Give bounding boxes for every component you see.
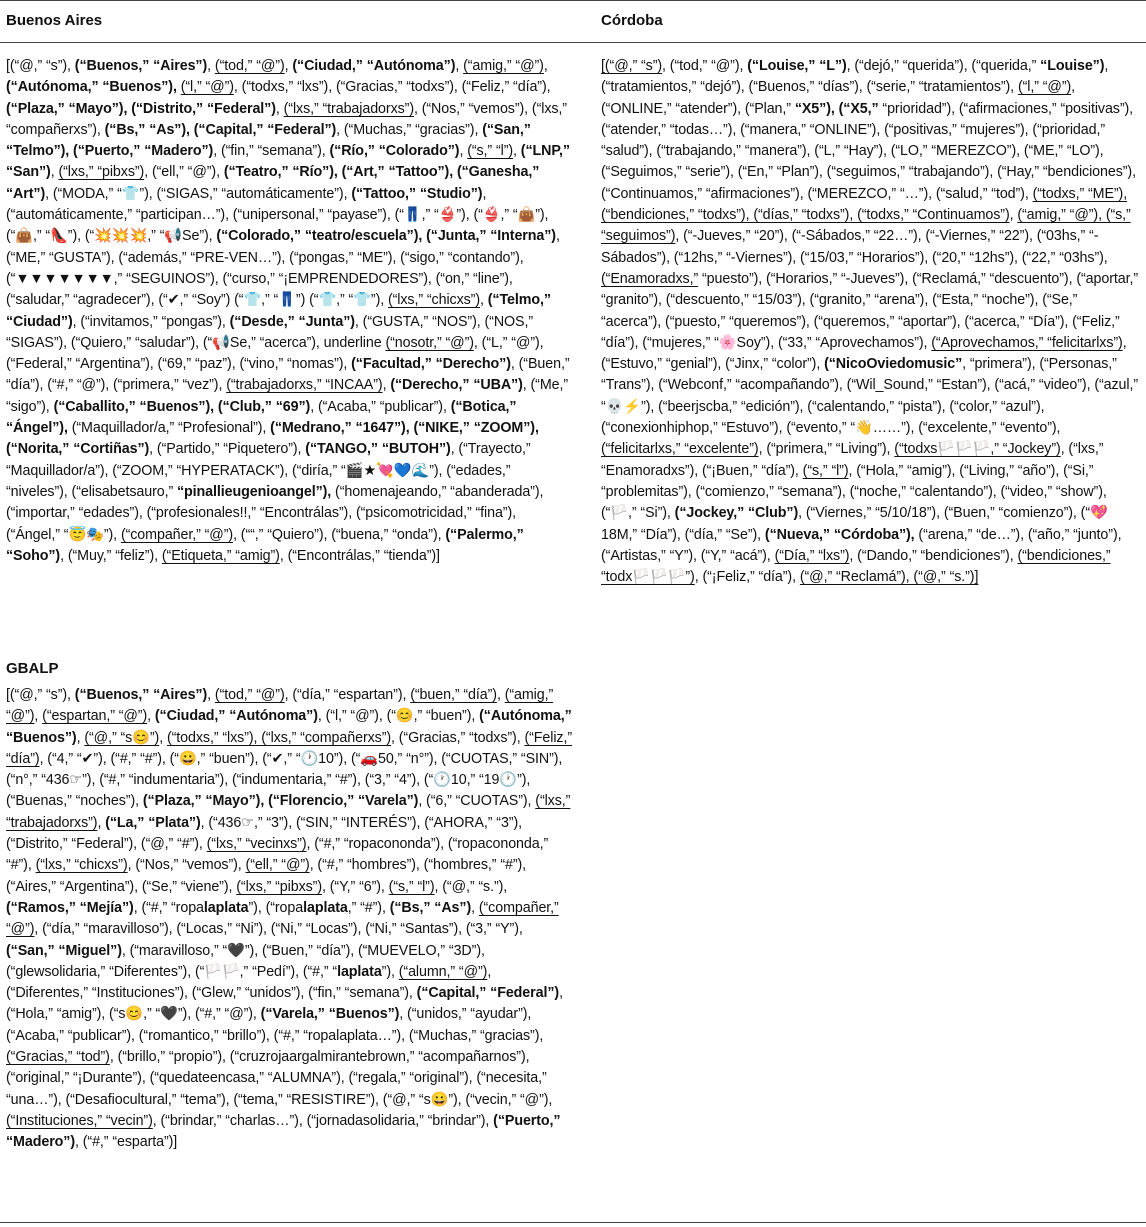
bold-bigram: (“Buenos,” “Aires”) xyxy=(74,58,208,74)
bold-bigram: (“Louise,” “L”) xyxy=(747,58,847,74)
bold-bigram: (“Autónoma,” “Buenos”) xyxy=(6,708,572,746)
bigram-text: , (“maravilloso,” “🖤”), (“Buen,” “día”), (“MUEVELO,” “3D”), (“glewsolidaria,” “Diferentes”), (“🏳️🏳️,” “Pedí”), (“#,” “ xyxy=(6,942,485,980)
bigram-text: , (“#,” “esparta”)] xyxy=(75,1134,178,1151)
bold-bigram: (“Telmo,” “Ciudad”) xyxy=(6,292,551,330)
bigram-text: , (“Encontrálas,” “tienda”)] xyxy=(279,547,440,564)
bigram-text: , (“Buen,” “día”), (“#,” “@”), (“primera,” “vez”), xyxy=(6,356,570,394)
bigram-text: , xyxy=(76,729,85,746)
bigram-text: , (“L,” “@”), (“Federal,” “Argentina”), (“69,” “paz”), (“vino,” “nomas”), xyxy=(6,334,544,373)
column-header-buenos-aires: Buenos Aires xyxy=(6,12,103,29)
bigram-text: , xyxy=(543,58,548,74)
underlined-bigram: (“lxs,” “chicxs”) xyxy=(35,857,128,874)
underlined-bigram: (“lxs,” “pibxs”) xyxy=(236,878,323,895)
bigram-text: , (“unidos,” “ayudar”), (“Acaba,” “publicar”), (“romantico,” “brillo”), (“#,” “ropalaplata…”), (“Muchas,” “gracias”), xyxy=(6,1006,544,1044)
bigram-text: [(“@,” “s”), xyxy=(6,687,75,703)
bold-bigram: (“NicoOviedomusic” xyxy=(824,356,963,373)
underlined-bigram: (“Día,” “lxs”) xyxy=(774,547,850,564)
bigram-text: , (“Acaba,” “publicar”), xyxy=(310,398,451,415)
underlined-bigram: (“espartan,” “@”) xyxy=(42,708,148,725)
bold-bigram: “pinallieugenioangel”), xyxy=(177,483,332,500)
bold-bigram: (“La,” “Plata”) xyxy=(105,814,201,831)
bigram-text: , (““,” “Quiero”), (“buena,” “onda”), xyxy=(233,526,446,543)
underlined-bigram: (“Gracias,” “tod”) xyxy=(6,1049,110,1066)
bold-bigram: (“Ramos,” “Mejía”) xyxy=(6,899,134,916)
bigram-text: [(“@,” “s”), xyxy=(6,58,75,74)
bigram-text: , (“día,” “maravilloso”), (“Locas,” “Ni”), (“Ni,” “Locas”), (“Ni,” “Santas”), (“3,” “Y”), xyxy=(34,921,523,938)
underlined-bigram: (“amig,” “@”) xyxy=(6,687,554,725)
bold-bigram: (“Bs,” “As”) xyxy=(389,899,472,916)
gbalp-cell xyxy=(6,685,572,1154)
underlined-bigram: (“felicitarlxs,” “excelente”) xyxy=(601,441,759,458)
bold-bigram: (“Bs,” “As”), (“Capital,” “Federal”) xyxy=(104,121,337,138)
bold-bigram: (“LNP,” “San”) xyxy=(6,143,570,181)
bold-bigram: (“Jockey,” “Club”) xyxy=(674,505,799,522)
buenos-aires-cell xyxy=(6,56,572,567)
bigram-text: , (“Nos,” “vemos”), (“lxs,” “compañerxs”), xyxy=(6,100,567,138)
bold-bigram: (“Buenos,” “Aires”) xyxy=(74,687,208,703)
bigram-text: , (“tratamientos,” “dejó”), (“Buenos,” “días”), (“serie,” “tratamientos”), xyxy=(601,58,1109,96)
bigram-text: , (“tod,” “@”), xyxy=(662,58,748,74)
bigram-text: , xyxy=(480,292,488,309)
underlined-bigram: (“amig,” “@”), (“s,” “seguimos”) xyxy=(601,207,1131,245)
underlined-bigram: (“alumn,” “@”) xyxy=(398,963,488,980)
bold-bigram: (“San,” “Miguel”) xyxy=(6,942,122,959)
bold-bigram: laplata xyxy=(203,899,249,916)
underlined-bigram: (“Enamoradxs,” xyxy=(601,270,699,287)
bigram-text: , (“ONLINE,” “atender”), (“Plan,” xyxy=(601,79,1076,117)
underlined-bigram: (“lxs,” “trabajadorxs”) xyxy=(6,793,571,831)
underlined-bigram: (“lxs,” “chicxs”) xyxy=(387,292,480,309)
bold-bigram: (“Facultad,” “Derecho”) xyxy=(351,356,511,373)
bold-bigram: (“Medrano,” “1647”), (“NIKE,” “ZOOM”), (“Norita,” “Cortiñas”) xyxy=(6,420,539,458)
table-bottom-rule xyxy=(0,1222,1146,1223)
underlined-bigram: (“compañer,” “@”) xyxy=(120,526,234,543)
bigram-text: , (“brindar,” “charlas…”), (“jornadasolidaria,” “brindar”), xyxy=(152,1112,494,1129)
bigram-text: , (“Partido,” “Piquetero”), xyxy=(149,441,306,458)
bigram-text: , (“#,” “ropacononda”), (“ropacononda,” “#”), xyxy=(6,836,549,874)
bold-bigram: (“Desde,” “Junta”) xyxy=(229,313,355,330)
bigram-text: “puesto”), (“Horarios,” “-Jueves”), (“Reclamá,” “descuento”), (“aportar,” “granito”), (“descuento,” “15/03”), (“granito,” “arena”), (“Esta,” “noche”), (“Se,” “acerca”), (“puesto,” “queremos”), (“queremos,” “aportar”), (“acerca,” “Día”), (“Feliz,” “día”), (“mujeres,” “🌸Soy”), (“33,” “Aprovechamos”), xyxy=(601,270,1138,351)
bigram-text: , (“GUSTA,” “NOS”), (“NOS,” “SIGAS”), (“Quiero,” “saludar”), (“📢Se,” “acerca”), underline xyxy=(6,313,534,351)
bold-bigram: (“Capital,” “Federal”) xyxy=(416,985,560,1002)
underlined-bigram: (“todxs,” “lxs”), (“lxs,” “compañerxs”) xyxy=(166,729,392,746)
bigram-text: , (“Muchas,” “gracias”), xyxy=(336,121,483,138)
bigram-text: , (“ell,” “@”), xyxy=(144,164,224,181)
bold-bigram: (“Ciudad,” “Autónoma”) xyxy=(292,58,456,74)
gbalp-subheader: GBALP xyxy=(6,660,59,677)
bigram-text: , (“lxs,” “Enamoradxs”), (“¡Buen,” “día”), xyxy=(601,441,1104,479)
underlined-bigram: (“trabajadorxs,” “INCAA”) xyxy=(226,377,383,394)
bigram-text: , (“4,” “✔”), (“#,” “#”), (“😀,” “buen”), (“✔,” “🕐10”), (“🚗50,” “n°”), (“CUOTAS,” “SIN”), (“n°,” “436☞”), (“#,” “indumentaria”), (“indumentaria,” “#”), (“3,” “4”), (“🕐10,” “19🕐”), (“Buenas,” “noches”), xyxy=(6,750,563,810)
bigram-text: , (“Viernes,” “5/10/18”), (“Buen,” “comienzo”), (“💖18M,” “Día”), (“día,” “Se”), xyxy=(601,505,1108,543)
underlined-bigram: (“Etiqueta,” “amig”) xyxy=(161,547,280,564)
underlined-bigram: (“s,” “l”) xyxy=(467,143,514,160)
bold-bigram: laplata xyxy=(303,899,348,916)
bigram-text: , (“Hola,” “amig”), (“s😊,” “🖤”), (“#,” “@”), xyxy=(6,985,563,1023)
bold-bigram: (“Palermo,” “Soho”) xyxy=(6,526,524,564)
underlined-bigram: (“Instituciones,” “vecin”) xyxy=(6,1112,153,1129)
underlined-bigram: (“todxs,” “ME”), (“bendiciones,” “todxs”), (“días,” “todxs”), (“todxs,” “Continuamos”) xyxy=(601,185,1128,224)
underlined-bigram: (“ell,” “@”) xyxy=(245,857,310,874)
bold-bigram: laplata xyxy=(337,963,382,980)
bold-bigram: (“Puerto,” “Madero”) xyxy=(6,1112,561,1151)
header-rule xyxy=(0,42,1146,43)
bigram-text: , (“Me,” “sigo”), xyxy=(6,377,569,415)
bigram-text: , (“#,” “hombres”), (“hombres,” “#”), (“Aires,” “Argentina”), (“Se,” “viene”), xyxy=(6,857,527,895)
bold-bigram: (“Distrito,” “Federal”) xyxy=(131,100,276,117)
bigram-text: , xyxy=(496,687,505,703)
bigram-text: , (“Hola,” “amig”), (“Living,” “año”), (“Si,” “problemitas”), (“comienzo,” “semana”), (“noche,” “calentando”), (“video,” “show”), (“🏳️,” “Si”), xyxy=(601,462,1107,522)
bigram-text: , (“todxs,” “lxs”), (“Gracias,” “todxs”), (“Feliz,” “día”), xyxy=(233,79,551,96)
underlined-bigram: (“todxs🏳️🏳️🏳️,” “Jockey”) xyxy=(894,441,1061,458)
underlined-bigram: (“compañer,” “@”) xyxy=(6,899,559,938)
underlined-bigram: (“Aprovechamos,” “felicitarlxs”) xyxy=(931,334,1123,351)
cordoba-cell xyxy=(601,56,1141,588)
bold-bigram: (“Botica,” “Ángel”), xyxy=(6,398,517,437)
bigram-text: , xyxy=(459,143,468,160)
bigram-text: , (“l,” “@”), (“😊,” “buen”), xyxy=(317,708,480,725)
bold-bigram: (“Río,” “Colorado”) xyxy=(329,143,460,160)
bold-bigram: (“Derecho,” “UBA”) xyxy=(390,377,523,394)
bigram-text: , (“Y,” “6”), xyxy=(322,878,389,895)
bold-bigram: (“Teatro,” “Río”), (“Art,” “Tattoo”), (“Ganesha,” “Art”) xyxy=(6,164,540,202)
underlined-bigram: (“nosotr,” “@”) xyxy=(385,334,474,351)
underlined-bigram: (“@,” “Reclamá”), (“@,” “s.”)] xyxy=(799,569,979,586)
underlined-bigram: (“lxs,” “pibxs”) xyxy=(58,164,145,181)
bigram-text: , xyxy=(50,164,59,181)
bold-bigram: “X5”), (“X5,” xyxy=(794,100,879,117)
bigram-text: , (“brillo,” “propio”), (“cruzrojaargalmirantebrown,” “acompañarnos”), (“original,” “¡Durante”), (“quedateencasa,” “ALUMNA”), (“regala,” “original”), (“necesita,” “una…”), (“Desafiocultural,” “tema”), (“tema,” “RESISTIRE”), (“@,” “s😀”), (“vecin,” “@”), xyxy=(6,1049,553,1108)
bigram-text: “prioridad”), (“afirmaciones,” “positivas”), (“atender,” “todas…”), (“manera,” “ONLINE”), (“positivas,” “mujeres”), (“prioridad,” “salud”), (“trabajando,” “manera”), (“L,” “Hay”), (“LO,” “MEREZCO”), (“ME,” “LO”), (“Seguimos,” “serie”), (“En,” “Plan”), (“seguimos,” “trabajando”), (“Hay,” “bendiciones”), (“Continuamos,” “afirmaciones”), (“MEREZCO,” “…”), (“salud,” “tod”), xyxy=(601,100,1136,202)
underlined-bigram: (“tod,” “@”) xyxy=(214,58,285,74)
bigram-text: , xyxy=(147,708,155,725)
bigram-text: (“arena,” “de…”), (“año,” “junto”), (“Artistas,” “Y”), (“Y,” “acá”), xyxy=(601,526,1122,564)
bigram-text: , “primera”), (“Personas,” “Trans”), (“Webconf,” “acompañando”), (“Wil_Sound,” “Estan”), (“acá,” “video”), (“azul,” “💀⚡”), (“beerjscba,” “edición”), (“calentando,” “pista”), (“color,” “azul”), (“conexionhiphop,” “Estuvo”), (“evento,” “👋……”), (“excelente,” “evento”), xyxy=(601,356,1138,437)
bold-bigram: (“Nueva,” “Córdoba”), xyxy=(764,526,915,543)
bigram-text: , xyxy=(97,814,106,831)
underlined-bigram: [(“@,” “s”) xyxy=(601,58,663,74)
bigram-text: , (“MODA,” “👕”), (“SIGAS,” “automáticamente”), xyxy=(45,185,352,202)
underlined-bigram: (“bendiciones,” “todx🏳️🏳️🏳️”) xyxy=(601,547,1111,586)
underlined-bigram: (“Feliz,” “día”) xyxy=(6,729,573,767)
bigram-text: , xyxy=(1009,207,1018,224)
bold-bigram: (“Autónoma,” “Buenos”), xyxy=(6,79,177,96)
underlined-bigram: (“lxs,” “vecinxs”) xyxy=(206,836,307,853)
bold-bigram: (“Plaza,” “Mayo”), xyxy=(6,100,128,117)
bold-bigram: (“Plaza,” “Mayo”), (“Florencio,” “Varela”) xyxy=(142,793,419,810)
underlined-bigram: (“buen,” “día”) xyxy=(410,687,497,703)
bold-bigram: “Louise”) xyxy=(1040,58,1105,74)
bold-bigram: (“Tattoo,” “Studio”) xyxy=(351,185,483,202)
table-top-rule xyxy=(0,0,1146,1)
bigram-text: , (“Dando,” “bendiciones”), xyxy=(849,547,1018,564)
bigram-text: , xyxy=(513,143,521,160)
bigram-text: , (“Estuvo,” “genial”), (“Jinx,” “color”), xyxy=(601,334,1127,373)
bigram-text: , (“-Jueves,” “20”), (“-Sábados,” “22…”), (“-Viernes,” “22”), (“03hs,” “-Sábados”), (“12hs,” “-Viernes”), (“15/03,” “Horarios”), (“20,” “12hs”), (“22,” “03hs”), xyxy=(601,228,1108,266)
bigram-text: , (“6,” “CUOTAS”), xyxy=(418,793,536,810)
bigram-text: , (“Diferentes,” “Instituciones”), (“Glew,” “unidos”), (“fin,” “semana”), xyxy=(6,963,492,1002)
bigram-text: , (“436☞,” “3”), (“SIN,” “INTERÉS”), (“AHORA,” “3”), (“Distrito,” “Federal”), (“@,” “#”), xyxy=(6,814,522,853)
bigram-text: , (“día,” “espartan”), xyxy=(284,687,411,703)
bigram-text: , (“Trayecto,” “Maquillador/a”), (“ZOOM,” “HYPERATACK”), (“diría,” “🎬★💘💙🌊”), (“edades,” “niveles”), (“elisabetsauro,” xyxy=(6,441,531,500)
bigram-text: , xyxy=(284,58,293,74)
underlined-bigram: (“lxs,” “trabajadorxs”) xyxy=(283,100,414,117)
bigram-text: , (“ME,” “GUSTA”), (“además,” “PRE-VEN…”), (“pongas,” “ME”), (“sigo,” “contando”), (“▼▼▼▼▼▼▼,” “SEGUINOS”), (“curso,” “¡EMPRENDEDORES”), (“on,” “line”), (“saludar,” “agradecer”), (“✔,” “Soy”) (“👕,” “👖”) (“👕,” “👕”), xyxy=(6,228,560,309)
underlined-bigram: (“l,” “@”) xyxy=(180,79,234,96)
bold-bigram: (“San,” “Telmo”), (“Puerto,” “Madero”) xyxy=(6,121,531,160)
bigram-text: , (“¡Feliz,” “día”), xyxy=(694,569,800,586)
bigram-text: , (“fin,” “semana”), xyxy=(213,143,330,160)
bigram-text: , (“Gracias,” “todxs”), xyxy=(391,729,525,746)
underlined-bigram: (“s,” “l”) xyxy=(388,878,435,895)
bigram-text: , xyxy=(159,729,167,746)
column-header-cordoba: Córdoba xyxy=(601,12,663,29)
bold-bigram: (“Colorado,” “teatro/escuela”), (“Junta,” “Interna”) xyxy=(216,228,556,245)
bigram-text: , (“automáticamente,” “participan…”), (“unipersonal,” “payase”), (“👖,” “👙”), (“👙,” “👜”), (“👜,” “👠”), (“💥💥💥,” “📢Se”), xyxy=(6,185,549,245)
bigram-text: , xyxy=(471,899,479,916)
bigram-text: , (“Nos,” “vemos”), xyxy=(127,857,246,874)
bold-bigram: (“Caballito,” “Buenos”), (“Club,” “69”) xyxy=(53,398,311,415)
bold-bigram: (“Ciudad,” “Autónoma”) xyxy=(154,708,318,725)
bigram-text: , (“#,” “ropa xyxy=(133,899,204,916)
bigram-text: , (“primera,” “Living”), xyxy=(758,441,895,458)
underlined-bigram: (“s,” “l”) xyxy=(802,462,849,479)
bigram-text: (“Maquillador/a,” “Profesional”), xyxy=(67,420,271,437)
bigram-text: , xyxy=(207,687,215,703)
bigram-text: , (“Muy,” “feliz”), xyxy=(60,547,162,564)
bigram-text: ”), (“ropa xyxy=(248,899,304,916)
bigram-text: , (“dejó,” “querida”), (“querida,” xyxy=(846,58,1041,74)
bigram-text: , (“@,” “s.”), xyxy=(434,878,508,895)
bigram-text: , xyxy=(275,100,284,117)
underlined-bigram: (“amig,” “@”) xyxy=(463,58,544,74)
underlined-bigram: (“l,” “@”) xyxy=(1017,79,1072,96)
bigram-text: , xyxy=(382,377,391,394)
underlined-bigram: (“@,” “s😊”) xyxy=(84,729,160,746)
bigram-text: , xyxy=(34,708,43,725)
bigram-text: , (“invitamos,” “pongas”), xyxy=(72,313,230,330)
bold-bigram: (“TANGO,” “BUTOH”) xyxy=(305,441,451,458)
bigram-text: , xyxy=(455,58,464,74)
bigram-text: , xyxy=(207,58,215,74)
bold-bigram: (“Varela,” “Buenos”) xyxy=(260,1006,400,1023)
underlined-bigram: (“tod,” “@”) xyxy=(214,687,285,703)
bigram-text: (“homenajeando,” “abanderada”), (“importar,” “edades”), (“profesionales!!,” “Encontrálas”), (“psicomotricidad,” “fina”), (“Ángel,” “😇🎭”), xyxy=(6,483,544,543)
bigram-text: ,” “#”), xyxy=(347,899,390,916)
bigram-text: ”), xyxy=(381,963,399,980)
